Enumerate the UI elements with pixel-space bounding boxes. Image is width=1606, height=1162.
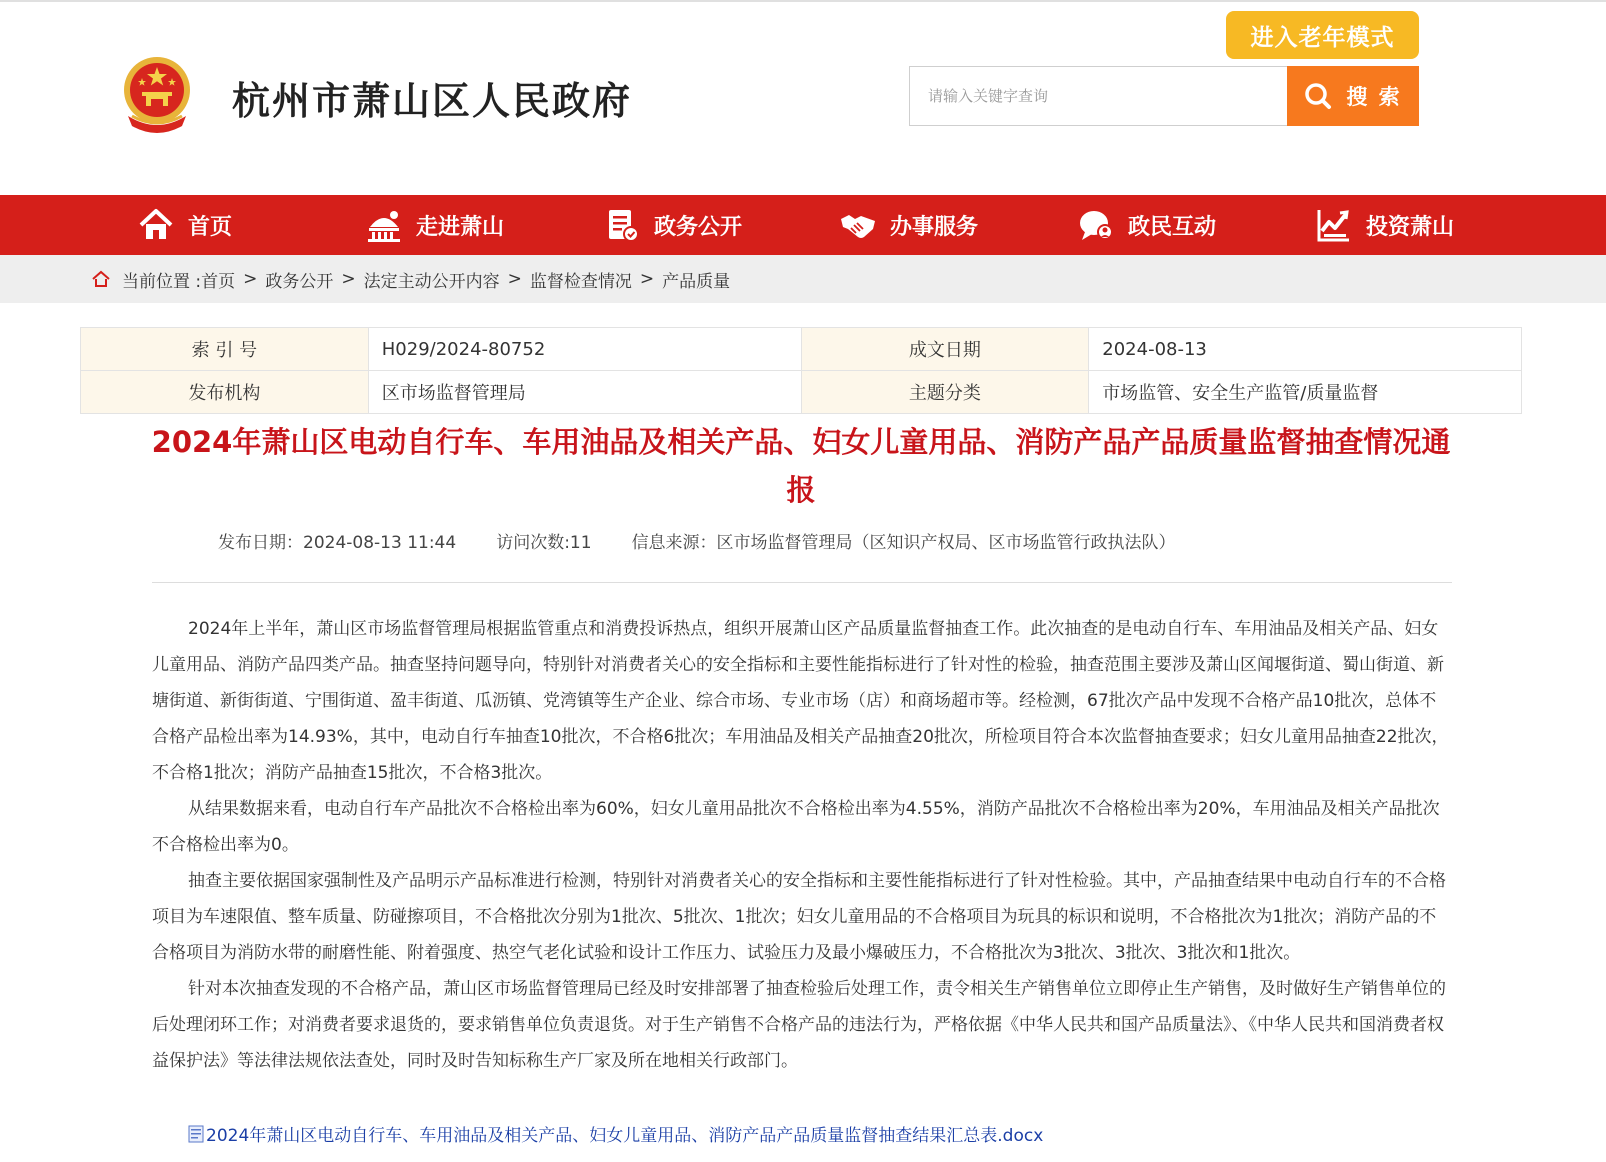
article-paragraph: 2024年上半年，萧山区市场监督管理局根据监管重点和消费投诉热点，组织开展萧山区产品质量监督抽查工作。此次抽查的是电动自行车、车用油品及相关产品、妇女儿童用品、消防产品四类产品。抽查坚持问题导向，特别针对消费者关心的安全指标和主要性能指标进行了针对性的检验，抽查范围主要涉及萧山区闻堰街道、蜀山街道、新塘街道、新街街道、宁围街道、盈丰街道、瓜沥镇、党湾镇等生产企业、综合市场、专业市场（店）和商场超市等。经检测，67批次产品中发现不合格产品10批次，总体不合格产品检出率为14.93%，其中，电动自行车抽查10批次，不合格6批次；车用油品及相关产品抽查20批次，所检项目符合本次监督抽查要求；妇女儿童用品抽查22批次，不合格1批次；消防产品抽查15批次，不合格3批次。 — [152, 619, 1449, 783]
search-button[interactable] — [1287, 66, 1419, 126]
document-icon — [604, 207, 640, 243]
attachment-link-label[interactable]: 2024年萧山区电动自行车、车用油品及相关产品、妇女儿童用品、消防产品产品质量监督抽查结果汇总表.docx — [206, 1126, 1044, 1146]
nav-item-home[interactable] — [138, 195, 232, 255]
table-row — [81, 328, 1522, 371]
search-input[interactable] — [909, 66, 1287, 126]
nav-item-label: 首页 — [188, 214, 233, 240]
nav-item-label: 走进萧山 — [416, 214, 505, 240]
landmark-icon — [366, 207, 402, 243]
search-button-label: 搜 索 — [1346, 85, 1402, 109]
document-info-table — [80, 327, 1522, 414]
chat-icon — [1078, 207, 1114, 243]
elder-mode-button[interactable]: 进入老年模式 — [1226, 11, 1419, 59]
home-icon — [92, 270, 110, 288]
publisher-value: 区市场监督管理局 — [368, 371, 801, 414]
nav-item-label: 政民互动 — [1128, 214, 1217, 240]
nav-item-gov-affairs[interactable] — [604, 195, 742, 255]
search-icon — [1304, 82, 1332, 110]
nav-item-interaction[interactable] — [1078, 195, 1216, 255]
home-icon — [138, 207, 174, 243]
breadcrumb-item-product-quality[interactable]: 产品质量 — [662, 271, 731, 292]
publish-date: 发布日期：2024-08-13 11:44 — [218, 533, 457, 553]
breadcrumb — [92, 255, 730, 303]
index-number-label: 索 引 号 — [81, 328, 369, 371]
breadcrumb-item-gov-affairs[interactable]: 政务公开 — [265, 271, 334, 292]
nav-item-investment[interactable] — [1316, 195, 1454, 255]
breadcrumb-separator: > — [639, 269, 655, 289]
breadcrumb-prefix: 当前位置 : — [122, 271, 202, 292]
doc-file-icon — [188, 1125, 204, 1143]
breadcrumb-separator: > — [507, 269, 522, 289]
visit-count: 访问次数:11 — [496, 533, 592, 553]
breadcrumb-separator: > — [243, 269, 258, 289]
article-meta — [218, 528, 1176, 553]
publisher-label: 发布机构 — [81, 371, 369, 414]
nav-item-label: 政务公开 — [654, 214, 743, 240]
index-number-value: H029/2024-80752 — [368, 328, 801, 371]
article-paragraph: 抽查主要依据国家强制性及产品明示产品标准进行检测，特别针对消费者关心的安全指标和主要性能指标进行了针对性检验。其中，产品抽查结果中电动自行车的不合格项目为车速限值、整车质量、防碰擦项目，不合格批次分别为1批次、5批次、1批次；妇女儿童用品的不合格项目为玩具的标识和说明，不合格批次为1批次；消防产品的不合格项目为消防水带的耐磨性能、附着强度、热空气老化试验和设计工作压力、试验压力及最小爆破压力，不合格批次为3批次、3批次、3批次和1批次。 — [152, 871, 1446, 963]
article-paragraph: 从结果数据来看，电动自行车产品批次不合格检出率为60%，妇女儿童用品批次不合格检出率为4.55%，消防产品批次不合格检出率为20%，车用油品及相关产品批次不合格检出率为0。 — [152, 799, 1440, 855]
breadcrumb-item-statutory[interactable]: 法定主动公开内容 — [363, 271, 500, 292]
article-body — [152, 611, 1452, 1079]
table-row — [81, 371, 1522, 414]
nav-item-label: 投资萧山 — [1366, 214, 1455, 240]
divider — [152, 582, 1452, 583]
info-source: 信息来源：区市场监督管理局（区知识产权局、区市场监管行政执法队） — [631, 533, 1176, 553]
topic-value: 市场监管、安全生产监管/质量监督 — [1089, 371, 1522, 414]
site-header — [0, 0, 1606, 190]
topic-label: 主题分类 — [801, 371, 1089, 414]
article-title: 2024年萧山区电动自行车、车用油品及相关产品、妇女儿童用品、消防产品产品质量监督抽查情况通报 — [151, 425, 1451, 507]
breadcrumb-bar — [0, 255, 1606, 303]
nav-item-label: 办事服务 — [890, 214, 979, 240]
breadcrumb-separator: > — [341, 269, 356, 289]
breadcrumb-item-home[interactable]: 首页 — [201, 271, 236, 292]
attachment-link[interactable] — [188, 1121, 1043, 1146]
document-date-value: 2024-08-13 — [1089, 328, 1522, 371]
national-emblem-icon — [118, 54, 196, 136]
site-title: 杭州市萧山区人民政府 — [232, 79, 633, 123]
breadcrumb-item-inspection[interactable]: 监督检查情况 — [529, 271, 632, 292]
nav-item-services[interactable] — [840, 195, 978, 255]
nav-item-about[interactable] — [366, 195, 504, 255]
main-nav — [0, 195, 1606, 255]
document-date-label: 成文日期 — [801, 328, 1089, 371]
article-paragraph: 针对本次抽查发现的不合格产品，萧山区市场监督管理局已经及时安排部署了抽查检验后处理工作，责令相关生产销售单位立即停止生产销售，及时做好生产销售单位的后处理闭环工作；对消费者要求退货的，要求销售单位负责退货。对于生产销售不合格产品的违法行为，严格依据《中华人民共和国产品质量法》、《中华人民共和国消费者权益保护法》等法律法规依法查处，同时及时告知标称生产厂家及所在地相关行政部门。 — [152, 979, 1446, 1071]
handshake-icon — [840, 207, 876, 243]
chart-icon — [1316, 207, 1352, 243]
